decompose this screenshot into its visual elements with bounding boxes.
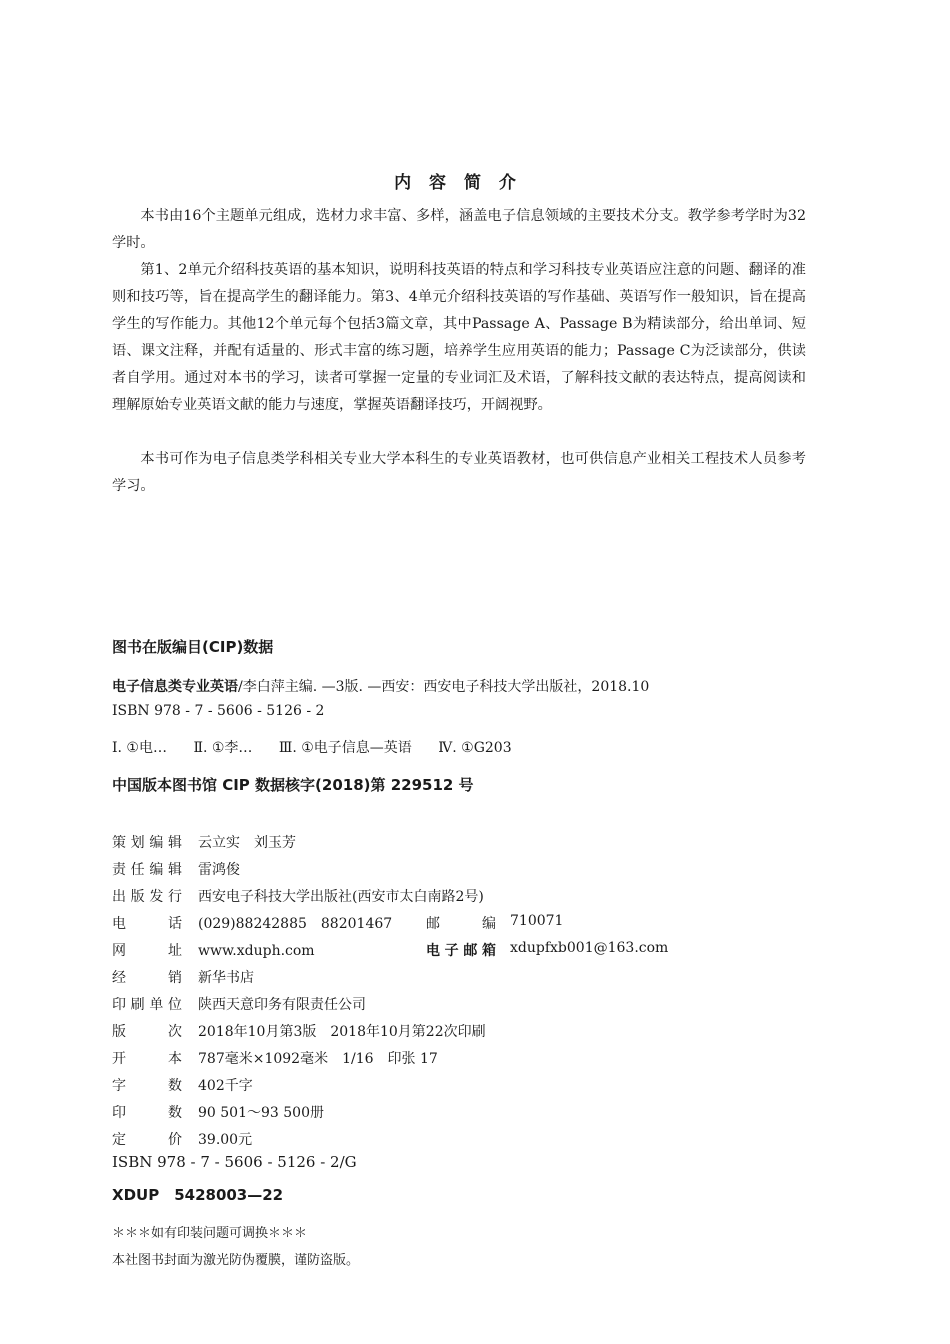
colophon-label: 电 话 xyxy=(112,916,182,932)
notice-defect-exchange: ＊＊＊如有印装问题可调换＊＊＊ xyxy=(112,1226,308,1241)
colophon-label: 网 址 xyxy=(112,943,182,959)
cip-class-4: Ⅳ. ①G203 xyxy=(438,740,512,756)
colophon-row-planning-editor xyxy=(112,832,296,852)
colophon-label: 印 数 xyxy=(112,1105,182,1121)
cip-approval-number: 中国版本图书馆 CIP 数据核字(2018)第 229512 号 xyxy=(112,776,474,794)
colophon-value: 2018年10月第3版 2018年10月第22次印刷 xyxy=(198,1024,486,1040)
colophon-label: 版 次 xyxy=(112,1024,182,1040)
colophon-row-word-count xyxy=(112,1075,253,1095)
colophon-value: 西安电子科技大学出版社(西安市太白南路2号) xyxy=(198,889,484,905)
colophon-row-publisher xyxy=(112,886,484,906)
colophon-value: 云立实 刘玉芳 xyxy=(198,835,296,851)
colophon-value: 90 501～93 500册 xyxy=(198,1105,324,1121)
cip-book-title: 电子信息类专业英语 xyxy=(112,679,238,695)
colophon-row-distributor xyxy=(112,967,254,987)
colophon-label: 定 价 xyxy=(112,1132,182,1148)
notice-anti-counterfeit: 本社图书封面为激光防伪覆膜，谨防盗版。 xyxy=(112,1253,360,1268)
cip-classification xyxy=(112,737,534,757)
cip-heading: 图书在版编目(CIP)数据 xyxy=(112,638,274,656)
colophon-value: 39.00元 xyxy=(198,1132,253,1148)
colophon-label-email: 电子邮箱 xyxy=(426,943,496,959)
colophon-row-price xyxy=(112,1129,252,1149)
cip-class-3: Ⅲ. ①电子信息—英语 xyxy=(278,740,412,756)
colophon-row-phone xyxy=(112,913,812,933)
colophon-value: (029)88242885 88201467 xyxy=(198,916,393,932)
colophon-label: 策划编辑 xyxy=(112,835,182,851)
cip-book-detail: /李白萍主编. —3版. —西安：西安电子科技大学出版社，2018.10 xyxy=(238,679,650,695)
colophon-row-format xyxy=(112,1048,438,1068)
colophon-label: 印刷单位 xyxy=(112,997,182,1013)
colophon-row-website xyxy=(112,940,812,960)
colophon-row-edition xyxy=(112,1021,486,1041)
cip-class-2: Ⅱ. ①李… xyxy=(193,740,253,756)
colophon-value: 雷鸿俊 xyxy=(198,862,240,878)
colophon-label-postcode: 邮 编 xyxy=(426,916,496,932)
colophon-isbn: ISBN 978 - 7 - 5606 - 5126 - 2/G xyxy=(112,1153,357,1171)
colophon-value: www.xduph.com xyxy=(198,943,315,959)
colophon-value: 新华书店 xyxy=(198,970,254,986)
colophon-row-print-run xyxy=(112,1102,324,1122)
cip-isbn: ISBN 978 - 7 - 5606 - 5126 - 2 xyxy=(112,703,325,719)
colophon-label: 字 数 xyxy=(112,1078,182,1094)
colophon-row-printer xyxy=(112,994,366,1014)
colophon-publisher-code: XDUP 5428003—22 xyxy=(112,1186,284,1204)
colophon-value: 787毫米×1092毫米 1/16 印张 17 xyxy=(198,1051,438,1067)
colophon-label: 出版发行 xyxy=(112,889,182,905)
colophon-value: 402千字 xyxy=(198,1078,253,1094)
colophon-value-postcode: 710071 xyxy=(510,913,564,929)
colophon-label: 责任编辑 xyxy=(112,862,182,878)
summary-title: 内 容 简 介 xyxy=(394,173,522,193)
summary-paragraph-3: 本书可作为电子信息类学科相关专业大学本科生的专业英语教材，也可供信息产业相关工程技术人员参考学习。 xyxy=(112,451,806,494)
colophon-value: 陕西天意印务有限责任公司 xyxy=(198,997,366,1013)
cip-book-line xyxy=(112,676,649,696)
cip-class-1: Ⅰ. ①电… xyxy=(112,740,167,756)
summary-paragraph-1: 本书由16个主题单元组成，选材力求丰富、多样，涵盖电子信息领域的主要技术分支。教学参考学时为32学时。 xyxy=(112,208,806,251)
colophon-row-responsible-editor xyxy=(112,859,240,879)
summary-paragraph-2: 第1、2单元介绍科技英语的基本知识，说明科技英语的特点和学习科技专业英语应注意的问题、翻译的准则和技巧等，旨在提高学生的翻译能力。第3、4单元介绍科技英语的写作基础、英语写作一般知识，旨在提高学生的写作能力。其他12个单元每个包括3篇文章，其中Passage A、Passage B为精读部分，给出单词、短语、课文注释，并配有适量的、形式丰富的练习题，培养学生应用英语的能力；Passage C为泛读部分，供读者自学用。通过对本书的学习，读者可掌握一定量的专业词汇及术语，了解科技文献的表达特点，提高阅读和理解原始专业英语文献的能力与速度，掌握英语翻译技巧，开阔视野。 xyxy=(112,262,806,413)
colophon-label: 开 本 xyxy=(112,1051,182,1067)
colophon-label: 经 销 xyxy=(112,970,182,986)
colophon-value-email: xdupfxb001@163.com xyxy=(510,940,669,956)
